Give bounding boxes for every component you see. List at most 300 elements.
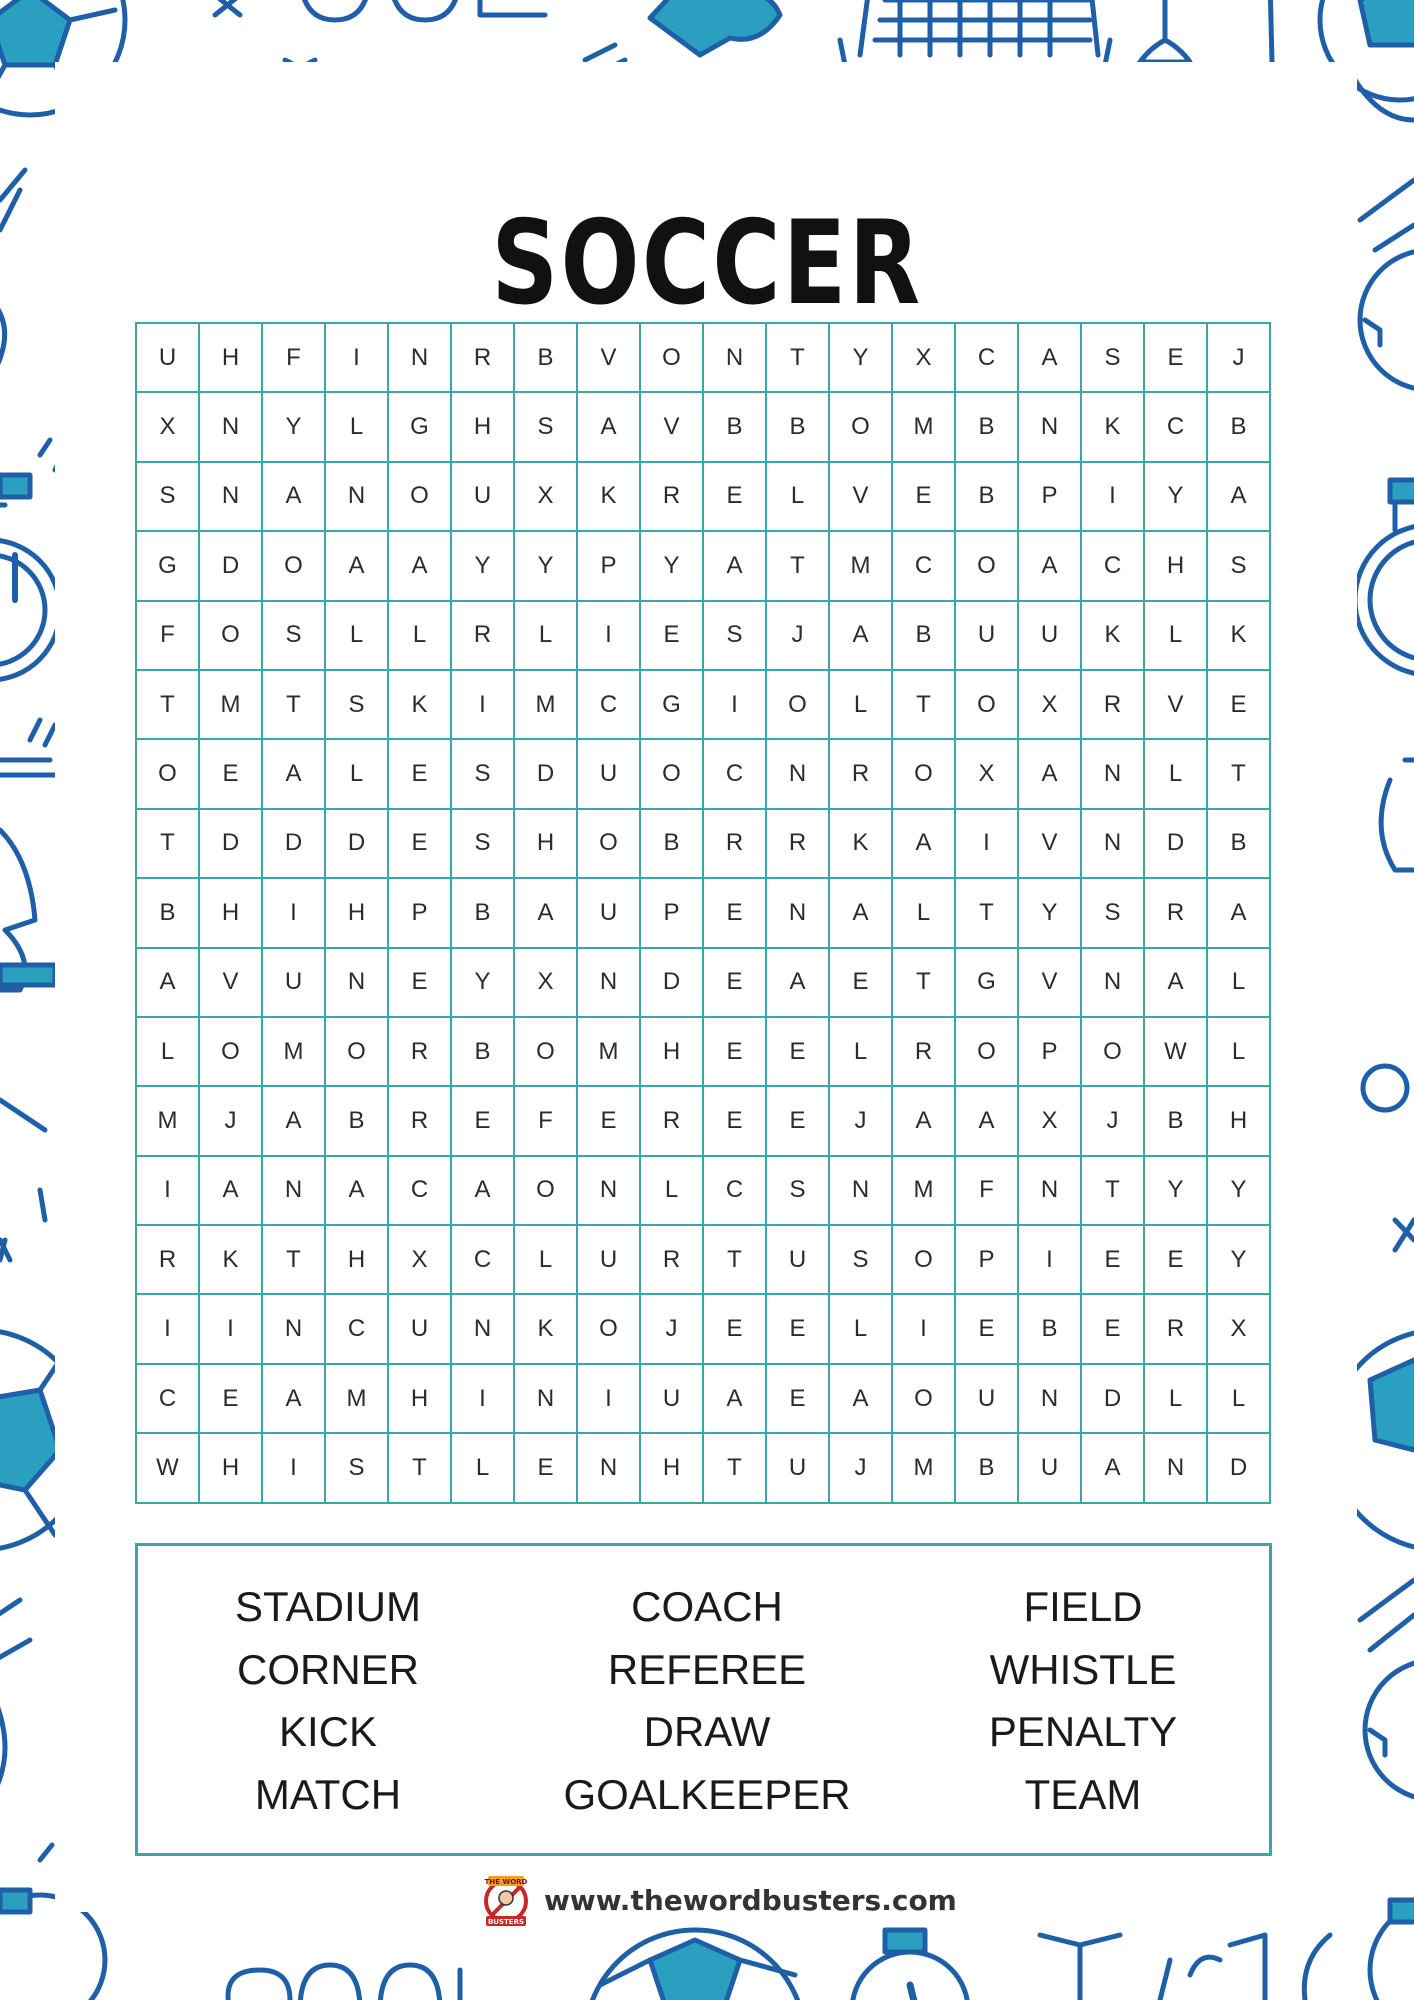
grid-cell[interactable]: T [893,671,956,740]
grid-cell[interactable]: T [137,810,200,879]
grid-cell[interactable]: N [1019,1157,1082,1226]
grid-cell[interactable]: A [452,1157,515,1226]
grid-cell[interactable]: V [830,463,893,532]
grid-cell[interactable]: S [263,602,326,671]
grid-cell[interactable]: L [1145,1365,1208,1434]
grid-cell[interactable]: A [137,949,200,1018]
grid-cell[interactable]: C [1082,532,1145,601]
grid-cell[interactable]: J [830,1434,893,1503]
grid-cell[interactable]: I [137,1157,200,1226]
grid-cell[interactable]: N [515,1365,578,1434]
grid-cell[interactable]: L [1208,1365,1271,1434]
grid-cell[interactable]: Y [452,532,515,601]
grid-cell[interactable]: C [137,1365,200,1434]
grid-cell[interactable]: B [956,1434,1019,1503]
grid-cell[interactable]: U [641,1365,704,1434]
grid-cell[interactable]: L [326,393,389,462]
grid-cell[interactable]: S [767,1157,830,1226]
grid-cell[interactable]: B [893,602,956,671]
grid-cell[interactable]: S [452,740,515,809]
grid-cell[interactable]: I [704,671,767,740]
grid-cell[interactable]: K [1208,602,1271,671]
grid-cell[interactable]: D [641,949,704,1018]
grid-cell[interactable]: E [1208,671,1271,740]
grid-cell[interactable]: R [137,1226,200,1295]
grid-cell[interactable]: R [830,740,893,809]
grid-cell[interactable]: O [956,671,1019,740]
grid-cell[interactable]: T [704,1226,767,1295]
grid-cell[interactable]: T [893,949,956,1018]
grid-cell[interactable]: D [1082,1365,1145,1434]
grid-cell[interactable]: O [137,740,200,809]
grid-cell[interactable]: N [263,1157,326,1226]
grid-cell[interactable]: L [1208,949,1271,1018]
grid-cell[interactable]: X [1019,1087,1082,1156]
grid-cell[interactable]: L [452,1434,515,1503]
grid-cell[interactable]: T [704,1434,767,1503]
grid-cell[interactable]: Y [1208,1157,1271,1226]
grid-cell[interactable]: L [515,1226,578,1295]
grid-cell[interactable]: A [263,1365,326,1434]
grid-cell[interactable]: T [1208,740,1271,809]
grid-cell[interactable]: R [641,463,704,532]
grid-cell[interactable]: L [767,463,830,532]
grid-cell[interactable]: A [704,1365,767,1434]
grid-cell[interactable]: Y [1145,463,1208,532]
grid-cell[interactable]: A [1208,463,1271,532]
grid-cell[interactable]: E [200,740,263,809]
grid-cell[interactable]: T [263,1226,326,1295]
grid-cell[interactable]: E [830,949,893,1018]
grid-cell[interactable]: M [893,393,956,462]
grid-cell[interactable]: A [263,463,326,532]
website-link[interactable]: www.thewordbusters.com [544,1883,957,1917]
grid-cell[interactable]: A [1082,1434,1145,1503]
grid-cell[interactable]: V [578,324,641,393]
grid-cell[interactable]: B [1208,393,1271,462]
grid-cell[interactable]: G [956,949,1019,1018]
grid-cell[interactable]: U [137,324,200,393]
grid-cell[interactable]: R [893,1018,956,1087]
grid-cell[interactable]: O [200,602,263,671]
grid-cell[interactable]: Y [641,532,704,601]
grid-cell[interactable]: I [452,1365,515,1434]
grid-cell[interactable]: O [893,1226,956,1295]
grid-cell[interactable]: S [137,463,200,532]
grid-cell[interactable]: T [1082,1157,1145,1226]
grid-cell[interactable]: N [704,324,767,393]
grid-cell[interactable]: H [200,324,263,393]
grid-cell[interactable]: B [326,1087,389,1156]
grid-cell[interactable]: N [326,463,389,532]
grid-cell[interactable]: N [1082,740,1145,809]
grid-cell[interactable]: M [893,1157,956,1226]
grid-cell[interactable]: I [578,1365,641,1434]
grid-cell[interactable]: Y [452,949,515,1018]
grid-cell[interactable]: Y [1145,1157,1208,1226]
grid-cell[interactable]: P [1019,463,1082,532]
grid-cell[interactable]: H [200,1434,263,1503]
grid-cell[interactable]: N [200,393,263,462]
grid-cell[interactable]: U [956,602,1019,671]
grid-cell[interactable]: B [704,393,767,462]
grid-cell[interactable]: H [452,393,515,462]
grid-cell[interactable]: O [641,324,704,393]
grid-cell[interactable]: K [389,671,452,740]
grid-cell[interactable]: N [200,463,263,532]
grid-cell[interactable]: E [893,463,956,532]
grid-cell[interactable]: I [200,1295,263,1364]
grid-cell[interactable]: V [1019,810,1082,879]
grid-cell[interactable]: U [263,949,326,1018]
grid-cell[interactable]: U [578,1226,641,1295]
grid-cell[interactable]: C [956,324,1019,393]
grid-cell[interactable]: B [515,324,578,393]
grid-cell[interactable]: D [1145,810,1208,879]
grid-cell[interactable]: N [452,1295,515,1364]
grid-cell[interactable]: A [263,1087,326,1156]
grid-cell[interactable]: V [1019,949,1082,1018]
grid-cell[interactable]: H [326,1226,389,1295]
grid-cell[interactable]: J [200,1087,263,1156]
grid-cell[interactable]: M [893,1434,956,1503]
grid-cell[interactable]: V [641,393,704,462]
grid-cell[interactable]: N [1082,810,1145,879]
grid-cell[interactable]: J [767,602,830,671]
grid-cell[interactable]: H [389,1365,452,1434]
grid-cell[interactable]: A [1145,949,1208,1018]
grid-cell[interactable]: P [1019,1018,1082,1087]
grid-cell[interactable]: O [956,532,1019,601]
grid-cell[interactable]: O [893,740,956,809]
grid-cell[interactable]: L [830,671,893,740]
grid-cell[interactable]: L [641,1157,704,1226]
grid-cell[interactable]: D [515,740,578,809]
grid-cell[interactable]: B [956,463,1019,532]
grid-cell[interactable]: U [1019,602,1082,671]
grid-cell[interactable]: L [515,602,578,671]
grid-cell[interactable]: E [1082,1295,1145,1364]
grid-cell[interactable]: O [515,1018,578,1087]
grid-cell[interactable]: R [1082,671,1145,740]
grid-cell[interactable]: E [389,949,452,1018]
grid-cell[interactable]: L [326,602,389,671]
grid-cell[interactable]: S [326,1434,389,1503]
grid-cell[interactable]: Y [263,393,326,462]
grid-cell[interactable]: B [1145,1087,1208,1156]
grid-cell[interactable]: G [641,671,704,740]
grid-cell[interactable]: A [1208,879,1271,948]
grid-cell[interactable]: S [704,602,767,671]
grid-cell[interactable]: I [326,324,389,393]
grid-cell[interactable]: T [767,532,830,601]
grid-cell[interactable]: A [830,1365,893,1434]
grid-cell[interactable]: C [704,1157,767,1226]
grid-cell[interactable]: W [137,1434,200,1503]
grid-cell[interactable]: Y [830,324,893,393]
grid-cell[interactable]: L [893,879,956,948]
grid-cell[interactable]: C [326,1295,389,1364]
grid-cell[interactable]: A [263,740,326,809]
grid-cell[interactable]: N [1019,393,1082,462]
grid-cell[interactable]: M [137,1087,200,1156]
grid-cell[interactable]: A [830,602,893,671]
grid-cell[interactable]: T [389,1434,452,1503]
grid-cell[interactable]: Y [1208,1226,1271,1295]
grid-cell[interactable]: O [578,810,641,879]
grid-cell[interactable]: E [1082,1226,1145,1295]
grid-cell[interactable]: I [137,1295,200,1364]
grid-cell[interactable]: J [1082,1087,1145,1156]
grid-cell[interactable]: H [1145,532,1208,601]
grid-cell[interactable]: O [767,671,830,740]
grid-cell[interactable]: R [641,1226,704,1295]
grid-cell[interactable]: N [1145,1434,1208,1503]
grid-cell[interactable]: Y [515,532,578,601]
grid-cell[interactable]: K [515,1295,578,1364]
grid-cell[interactable]: O [1082,1018,1145,1087]
grid-cell[interactable]: E [956,1295,1019,1364]
grid-cell[interactable]: X [1208,1295,1271,1364]
grid-cell[interactable]: I [1019,1226,1082,1295]
grid-cell[interactable]: N [830,1157,893,1226]
grid-cell[interactable]: K [1082,393,1145,462]
grid-cell[interactable]: O [200,1018,263,1087]
grid-cell[interactable]: X [515,463,578,532]
grid-cell[interactable]: P [389,879,452,948]
grid-cell[interactable]: B [1208,810,1271,879]
grid-cell[interactable]: R [452,324,515,393]
grid-cell[interactable]: C [389,1157,452,1226]
grid-cell[interactable]: A [578,393,641,462]
grid-cell[interactable]: T [137,671,200,740]
grid-cell[interactable]: N [578,1434,641,1503]
grid-cell[interactable]: E [578,1087,641,1156]
grid-cell[interactable]: N [767,740,830,809]
grid-cell[interactable]: K [1082,602,1145,671]
grid-cell[interactable]: E [704,1295,767,1364]
grid-cell[interactable]: X [389,1226,452,1295]
grid-cell[interactable]: X [137,393,200,462]
grid-cell[interactable]: G [137,532,200,601]
grid-cell[interactable]: C [1145,393,1208,462]
grid-cell[interactable]: A [893,1087,956,1156]
grid-cell[interactable]: U [956,1365,1019,1434]
grid-cell[interactable]: O [830,393,893,462]
grid-cell[interactable]: R [389,1018,452,1087]
grid-cell[interactable]: B [641,810,704,879]
grid-cell[interactable]: L [830,1295,893,1364]
grid-cell[interactable]: O [389,463,452,532]
grid-cell[interactable]: I [578,602,641,671]
grid-cell[interactable]: A [1019,324,1082,393]
grid-cell[interactable]: H [641,1018,704,1087]
grid-cell[interactable]: O [641,740,704,809]
grid-cell[interactable]: P [956,1226,1019,1295]
grid-cell[interactable]: M [515,671,578,740]
grid-cell[interactable]: L [1208,1018,1271,1087]
grid-cell[interactable]: A [704,532,767,601]
grid-cell[interactable]: M [830,532,893,601]
grid-cell[interactable]: N [1019,1365,1082,1434]
grid-cell[interactable]: U [767,1226,830,1295]
grid-cell[interactable]: M [200,671,263,740]
grid-cell[interactable]: C [452,1226,515,1295]
grid-cell[interactable]: S [1208,532,1271,601]
grid-cell[interactable]: U [578,879,641,948]
grid-cell[interactable]: N [578,1157,641,1226]
grid-cell[interactable]: L [830,1018,893,1087]
grid-cell[interactable]: R [1145,1295,1208,1364]
grid-cell[interactable]: M [326,1365,389,1434]
grid-cell[interactable]: E [1145,324,1208,393]
grid-cell[interactable]: A [200,1157,263,1226]
grid-cell[interactable]: E [704,879,767,948]
grid-cell[interactable]: X [893,324,956,393]
grid-cell[interactable]: X [956,740,1019,809]
grid-cell[interactable]: H [326,879,389,948]
grid-cell[interactable]: O [263,532,326,601]
grid-cell[interactable]: E [515,1434,578,1503]
grid-cell[interactable]: I [263,879,326,948]
grid-cell[interactable]: E [704,463,767,532]
grid-cell[interactable]: S [452,810,515,879]
grid-cell[interactable]: E [641,602,704,671]
grid-cell[interactable]: A [956,1087,1019,1156]
grid-cell[interactable]: D [1208,1434,1271,1503]
grid-cell[interactable]: M [578,1018,641,1087]
grid-cell[interactable]: O [515,1157,578,1226]
grid-cell[interactable]: U [578,740,641,809]
grid-cell[interactable]: R [704,810,767,879]
grid-cell[interactable]: C [893,532,956,601]
grid-cell[interactable]: L [137,1018,200,1087]
grid-cell[interactable]: M [263,1018,326,1087]
grid-cell[interactable]: S [830,1226,893,1295]
grid-cell[interactable]: L [326,740,389,809]
grid-cell[interactable]: S [1082,324,1145,393]
grid-cell[interactable]: B [452,1018,515,1087]
grid-cell[interactable]: E [704,949,767,1018]
grid-cell[interactable]: U [1019,1434,1082,1503]
grid-cell[interactable]: E [389,740,452,809]
grid-cell[interactable]: R [767,810,830,879]
grid-cell[interactable]: D [326,810,389,879]
grid-cell[interactable]: H [1208,1087,1271,1156]
grid-cell[interactable]: E [767,1018,830,1087]
grid-cell[interactable]: J [830,1087,893,1156]
grid-cell[interactable]: G [389,393,452,462]
grid-cell[interactable]: C [578,671,641,740]
grid-cell[interactable]: I [452,671,515,740]
grid-cell[interactable]: A [830,879,893,948]
grid-cell[interactable]: A [1019,532,1082,601]
grid-cell[interactable]: D [200,810,263,879]
grid-cell[interactable]: W [1145,1018,1208,1087]
grid-cell[interactable]: X [515,949,578,1018]
grid-cell[interactable]: Y [1019,879,1082,948]
grid-cell[interactable]: F [137,602,200,671]
grid-cell[interactable]: N [326,949,389,1018]
grid-cell[interactable]: A [326,1157,389,1226]
grid-cell[interactable]: E [704,1018,767,1087]
grid-cell[interactable]: A [326,532,389,601]
grid-cell[interactable]: F [515,1087,578,1156]
grid-cell[interactable]: I [893,1295,956,1364]
grid-cell[interactable]: F [956,1157,1019,1226]
grid-cell[interactable]: N [263,1295,326,1364]
grid-cell[interactable]: I [1082,463,1145,532]
grid-cell[interactable]: D [200,532,263,601]
grid-cell[interactable]: T [263,671,326,740]
grid-cell[interactable]: J [641,1295,704,1364]
grid-cell[interactable]: A [1019,740,1082,809]
grid-cell[interactable]: V [1145,671,1208,740]
grid-cell[interactable]: B [452,879,515,948]
grid-cell[interactable]: I [956,810,1019,879]
grid-cell[interactable]: R [1145,879,1208,948]
grid-cell[interactable]: T [767,324,830,393]
grid-cell[interactable]: R [452,602,515,671]
grid-cell[interactable]: L [389,602,452,671]
grid-cell[interactable]: E [1145,1226,1208,1295]
grid-cell[interactable]: H [641,1434,704,1503]
grid-cell[interactable]: H [515,810,578,879]
grid-cell[interactable]: E [389,810,452,879]
grid-cell[interactable]: T [956,879,1019,948]
grid-cell[interactable]: O [956,1018,1019,1087]
grid-cell[interactable]: P [641,879,704,948]
grid-cell[interactable]: O [893,1365,956,1434]
grid-cell[interactable]: O [326,1018,389,1087]
grid-cell[interactable]: L [1145,602,1208,671]
grid-cell[interactable]: E [767,1087,830,1156]
grid-cell[interactable]: R [641,1087,704,1156]
grid-cell[interactable]: O [578,1295,641,1364]
grid-cell[interactable]: K [830,810,893,879]
grid-cell[interactable]: I [263,1434,326,1503]
grid-cell[interactable]: B [956,393,1019,462]
grid-cell[interactable]: K [200,1226,263,1295]
grid-cell[interactable]: L [1145,740,1208,809]
grid-cell[interactable]: P [578,532,641,601]
grid-cell[interactable]: B [137,879,200,948]
grid-cell[interactable]: S [1082,879,1145,948]
grid-cell[interactable]: A [515,879,578,948]
grid-cell[interactable]: U [767,1434,830,1503]
grid-cell[interactable]: D [263,810,326,879]
grid-cell[interactable]: V [200,949,263,1018]
grid-cell[interactable]: A [389,532,452,601]
grid-cell[interactable]: B [1019,1295,1082,1364]
grid-cell[interactable]: H [200,879,263,948]
grid-cell[interactable]: C [704,740,767,809]
grid-cell[interactable]: N [1082,949,1145,1018]
grid-cell[interactable]: S [326,671,389,740]
grid-cell[interactable]: J [1208,324,1271,393]
grid-cell[interactable]: E [704,1087,767,1156]
grid-cell[interactable]: K [578,463,641,532]
grid-cell[interactable]: E [767,1295,830,1364]
grid-cell[interactable]: N [767,879,830,948]
grid-cell[interactable]: S [515,393,578,462]
grid-cell[interactable]: F [263,324,326,393]
grid-cell[interactable]: E [767,1365,830,1434]
grid-cell[interactable]: B [767,393,830,462]
grid-cell[interactable]: U [452,463,515,532]
grid-cell[interactable]: X [1019,671,1082,740]
grid-cell[interactable]: N [389,324,452,393]
